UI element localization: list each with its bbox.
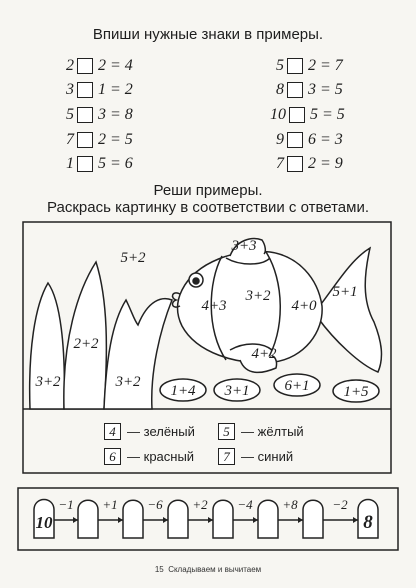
label-fish-tail: 5+1 (332, 284, 358, 300)
legend-dash: — (127, 423, 144, 439)
legend-dash: — (127, 448, 144, 464)
legend-item-2 (218, 422, 304, 440)
legend-color: зелёный (143, 423, 195, 439)
footer-section-title: Складываем и вычитаем (168, 565, 262, 574)
label-pebble-2: 3+1 (224, 383, 250, 399)
exercise-rest: 2 = 4 (98, 57, 133, 74)
label-fish-top: 3+3 (231, 238, 257, 254)
exercise-rest: 2 = 5 (98, 131, 133, 148)
page-footer (0, 565, 416, 574)
label-plant-middle: 2+2 (73, 336, 99, 352)
exercise-operand: 9 (276, 131, 284, 148)
exercise-rest: 6 = 3 (308, 131, 343, 148)
chain-op-1: −1 (58, 497, 74, 512)
legend-color: синий (257, 448, 294, 464)
chain-op-4: +2 (192, 497, 208, 512)
exercise-operand: 7 (276, 155, 284, 172)
label-plant-left: 3+2 (35, 374, 61, 390)
exercise-operand: 3 (66, 81, 74, 98)
label-fish-center: 3+2 (245, 288, 271, 304)
task2-title-line1: Реши примеры. (153, 182, 263, 199)
chain-house[interactable] (123, 500, 143, 538)
task1-title: Впиши нужные знаки в примеры. (92, 26, 324, 43)
exercise-operand: 5 (66, 106, 74, 123)
legend-number: 5 (218, 423, 235, 440)
legend-dash: — (241, 423, 258, 439)
legend-number: 6 (104, 448, 121, 465)
legend-number: 7 (218, 448, 235, 465)
exercise-operand: 8 (276, 81, 284, 98)
fish-pupil (193, 278, 199, 284)
label-fish-right: 4+0 (291, 298, 317, 314)
exercise-operand: 2 (66, 57, 74, 74)
label-fish-bottom: 4+2 (251, 346, 277, 362)
label-sky: 5+2 (120, 250, 146, 266)
legend-color: жёлтый (257, 423, 304, 439)
chain-op-3: −6 (147, 497, 163, 512)
chain-op-2: +1 (102, 497, 118, 512)
fish-tail[interactable] (318, 248, 381, 372)
exercise-rest: 2 = 7 (308, 57, 343, 74)
exercise-rest: 5 = 5 (310, 106, 345, 123)
legend-item-1 (104, 422, 195, 440)
exercise-operand: 5 (276, 57, 284, 74)
exercise-rest: 5 = 6 (98, 155, 133, 172)
legend-item-4 (218, 447, 293, 465)
exercise-rest: 3 = 8 (98, 106, 133, 123)
exercise-operand: 1 (66, 155, 74, 172)
chain-op-6: +8 (282, 497, 298, 512)
plant-leaf-left[interactable] (30, 283, 65, 409)
page-number: 15 (154, 565, 164, 574)
exercise-rest: 3 = 5 (308, 81, 343, 98)
exercise-rest: 1 = 2 (98, 81, 133, 98)
chain-op-7: −2 (332, 497, 348, 512)
legend-color: красный (143, 448, 195, 464)
chain-house[interactable] (168, 500, 188, 538)
chain-house[interactable] (258, 500, 278, 538)
exercise-operand: 10 (270, 106, 286, 123)
exercise-operand: 7 (66, 131, 74, 148)
label-fish-left: 4+3 (201, 298, 227, 314)
chain-house[interactable] (78, 500, 98, 538)
chain-house[interactable] (303, 500, 323, 538)
label-pebble-4: 1+5 (343, 384, 369, 400)
chain-start-value: 10 (35, 513, 53, 532)
legend-item-3 (104, 447, 194, 465)
legend-dash: — (241, 448, 258, 464)
label-plant-right: 3+2 (115, 374, 141, 390)
label-pebble-1: 1+4 (170, 383, 196, 399)
chain-end-value: 8 (363, 512, 373, 533)
task2-title-line2: Раскрась картинку в соответствии с ответами. (47, 199, 369, 216)
chain-op-5: −4 (237, 497, 253, 512)
chain-house[interactable] (213, 500, 233, 538)
label-pebble-3: 6+1 (284, 378, 310, 394)
exercise-rest: 2 = 9 (308, 155, 343, 172)
legend-number: 4 (104, 423, 121, 440)
